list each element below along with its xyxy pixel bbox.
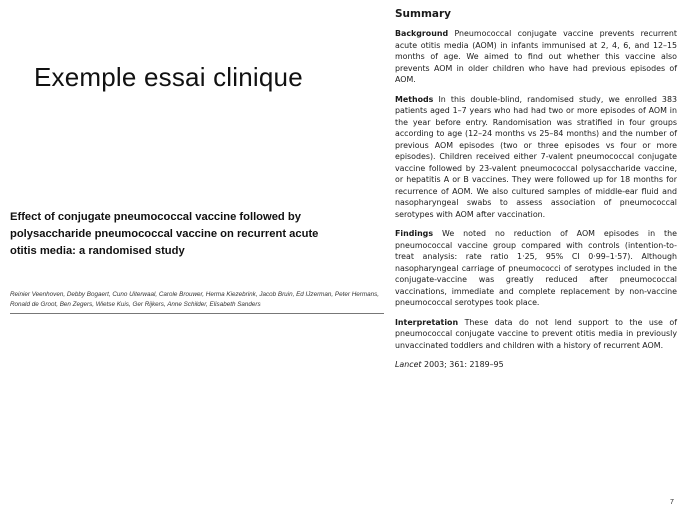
page-number: 7 bbox=[670, 499, 674, 506]
summary-heading: Summary bbox=[395, 8, 452, 20]
background-text: Pneumococcal conjugate vaccine prevents recurrent acute otitis media (AOM) in infants immunised at 2, 4, 6, and 12–15 months of age. We aimed to find out whether this vaccine also prevents AOM in older children who have had previous episodes of AOM. bbox=[395, 29, 677, 84]
citation-details: 2003; 361: 2189–95 bbox=[424, 360, 504, 369]
background-paragraph bbox=[395, 28, 677, 86]
interpretation-label: Interpretation bbox=[395, 317, 459, 327]
slide-title: Exemple essai clinique bbox=[34, 62, 303, 92]
findings-text: We noted no reduction of AOM episodes in the pneumococcal vaccine group compared with controls (intention-to-treat analysis: rate ratio 1·25, 95% CI 0·99–1·57). Although nasopharyngeal carriage of pneumococci of serotypes included in the conjugate-vaccine was greatly reduced after pneumococcal vaccinations, immediate and complete replacement by non-vaccine pneumococcal serotypes took place. bbox=[395, 229, 677, 307]
methods-text: In this double-blind, randomised study, we enrolled 383 patients aged 1–7 years who had had two or more episodes of AOM in the year before entry. Randomisation was stratified in four groups according to age (12–24 months vs 25–84 months) and the number of previous AOM episodes (two or three episodes vs four or more episodes). Children received either 7-valent pneumococcal conjugate vaccine followed by 23-valent pneumococcal polysaccharide vaccine, or hepatitis A or B vaccines. They were followed up for 18 months for recurrence of AOM. We also cultured samples of middle-ear fluid and nasopharyngeal swabs to assess association of pneumococcal serotypes with AOM after vaccination. bbox=[395, 94, 677, 219]
interpretation-text: These data do not lend support to the use of pneumococcal conjugate vaccine to prevent otitis media in previously unvaccinated toddlers and children with a history of recurrent AOM. bbox=[395, 317, 677, 350]
authors-divider bbox=[10, 313, 384, 314]
interpretation-paragraph bbox=[395, 317, 677, 352]
citation-journal: Lancet bbox=[395, 360, 422, 369]
methods-label: Methods bbox=[395, 94, 434, 104]
methods-paragraph bbox=[395, 94, 677, 221]
findings-paragraph bbox=[395, 228, 677, 309]
citation bbox=[395, 359, 677, 371]
background-label: Background bbox=[395, 29, 449, 38]
summary-panel bbox=[395, 8, 677, 379]
paper-title: Effect of conjugate pneumococcal vaccine followed by polysaccharide pneumococcal vaccine on recurrent acute otitis media: a randomised study bbox=[10, 211, 319, 257]
author-list: Reinier Veenhoven, Debby Bogaert, Cuno Uiterwaal, Carole Brouwer, Herma Kiezebrink, Jacob Bruin, Ed IJzerman, Peter Hermans, Ronald de Groot, Ben Zegers, Wietse Kuis, Ger Rijkers, Anne Schilder, Elisabeth Sanders bbox=[10, 291, 380, 308]
findings-label: Findings bbox=[395, 229, 434, 238]
